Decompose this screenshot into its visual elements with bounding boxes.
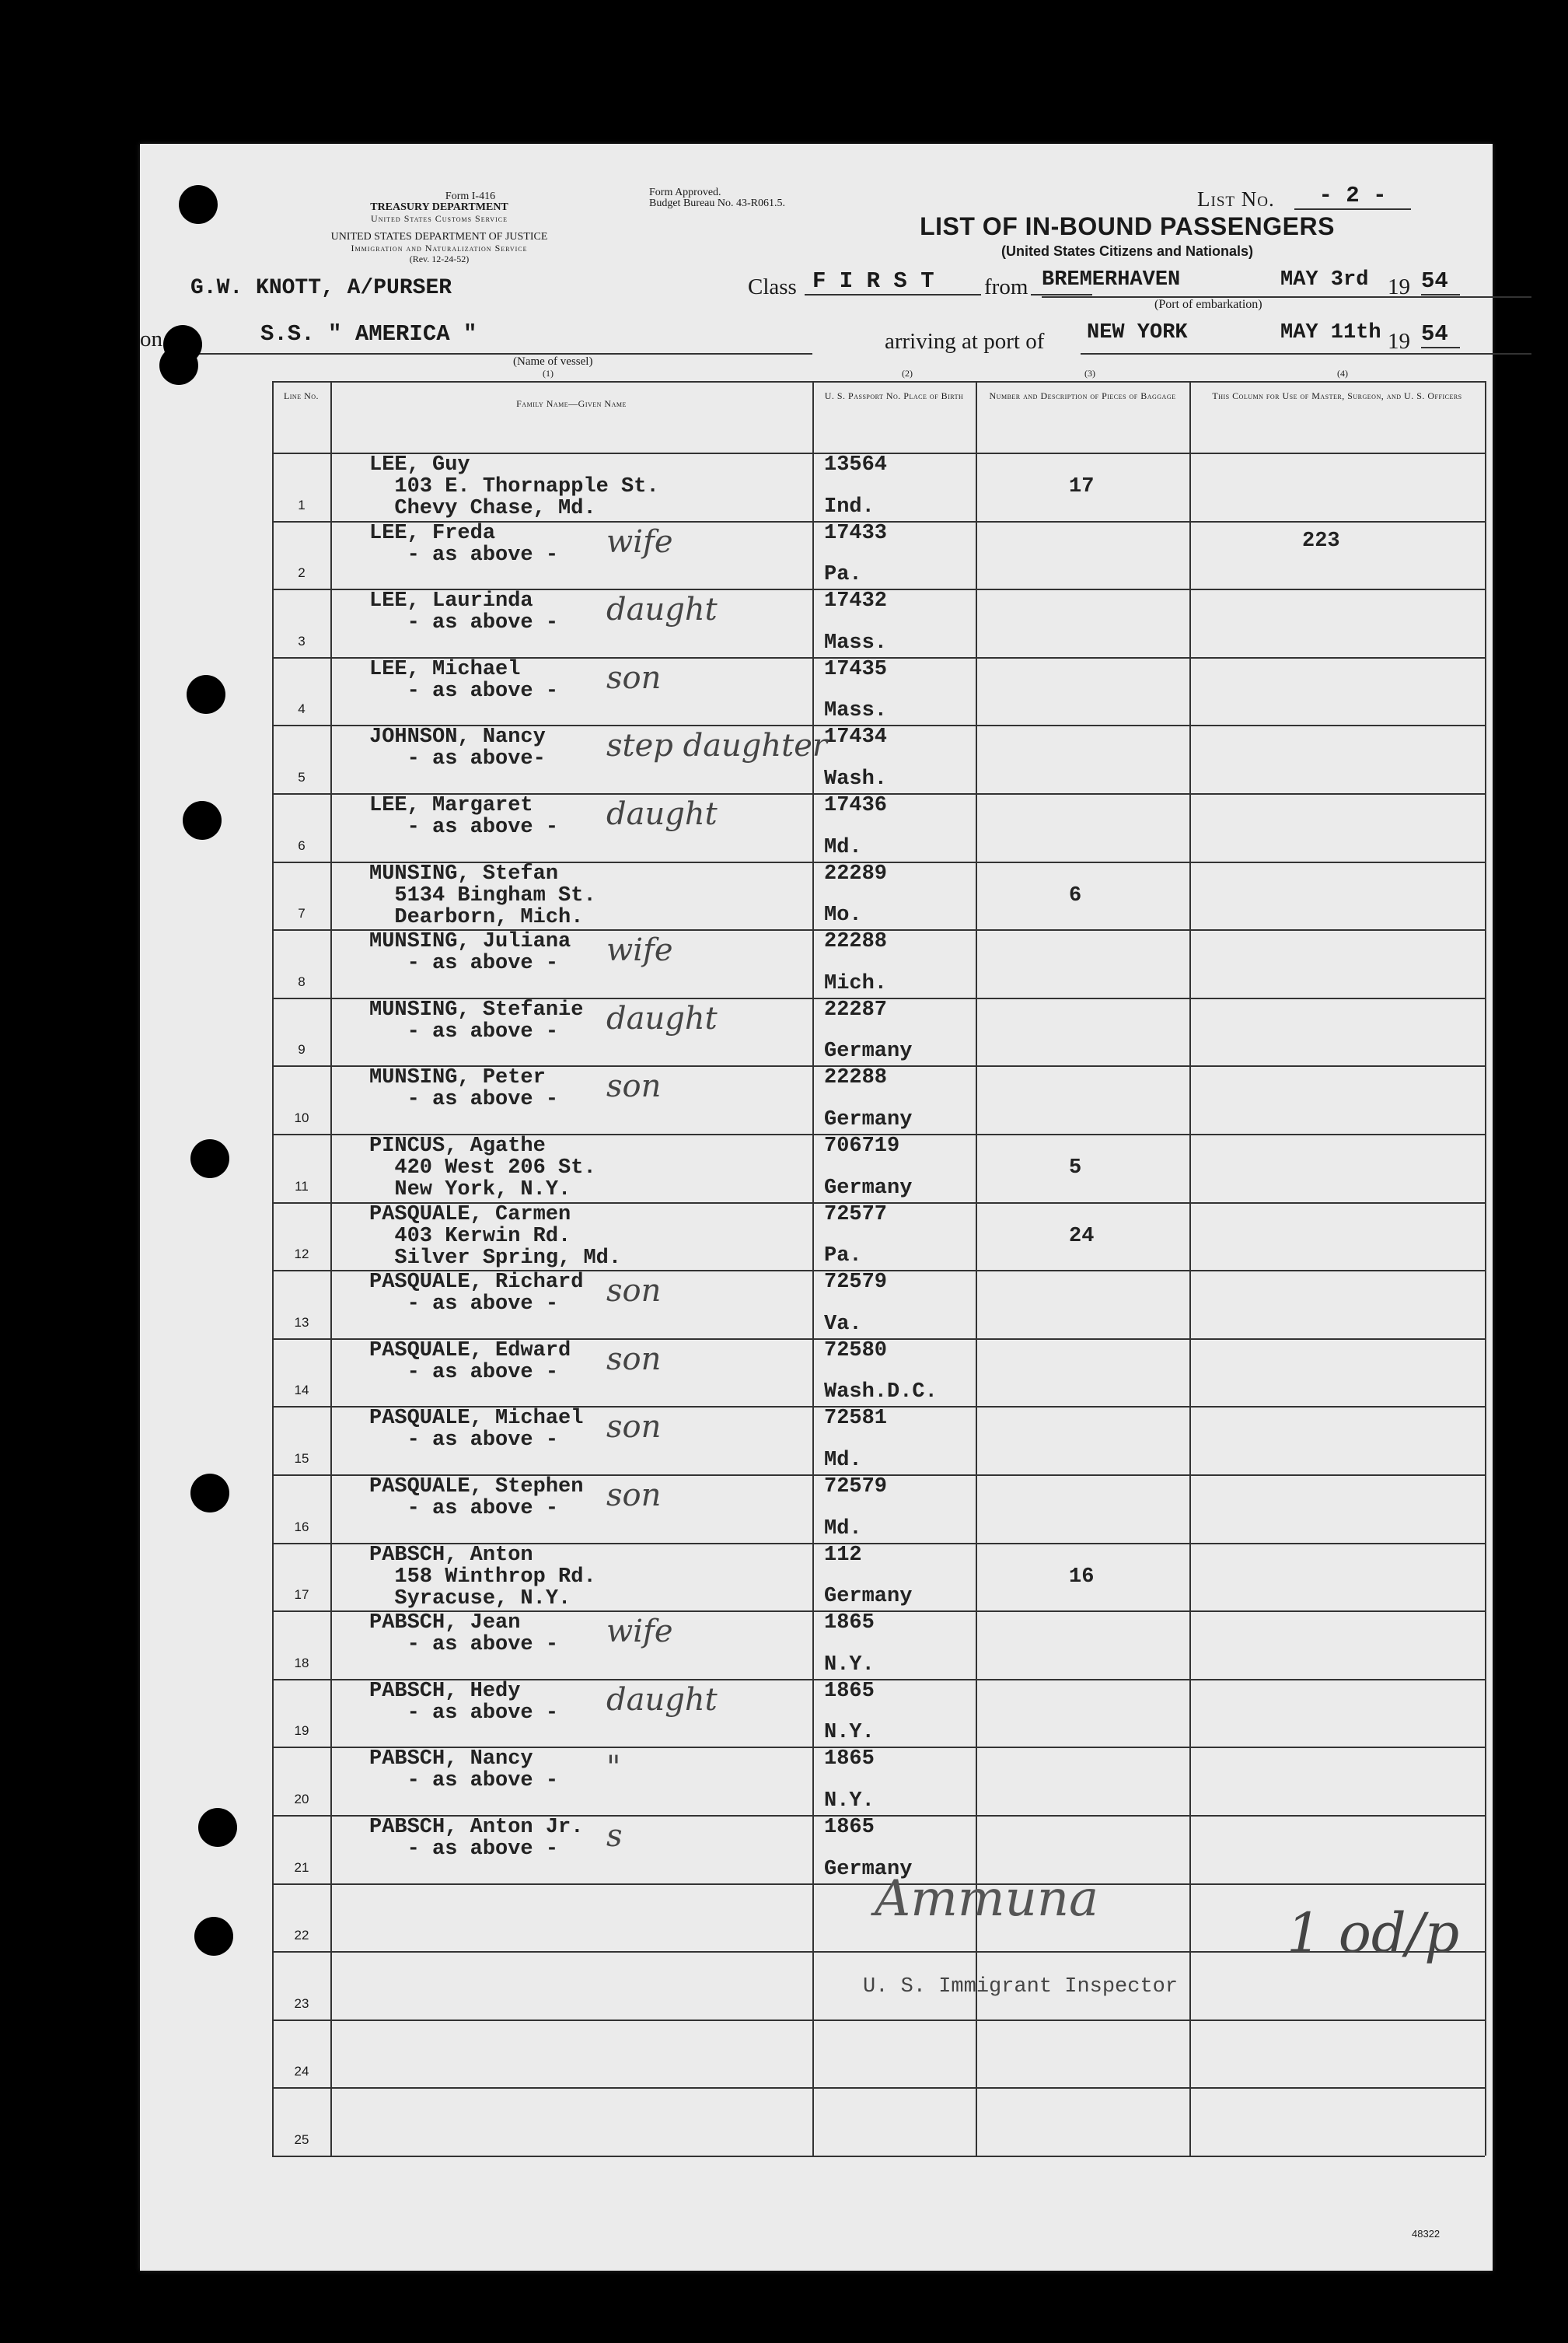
table-row-divider [272, 2020, 1485, 2021]
line-number: 21 [294, 1859, 309, 1875]
place-of-birth: Wash. [824, 768, 888, 791]
col4-number: (4) [1337, 368, 1348, 379]
relationship-annotation: son [606, 1068, 662, 1105]
passport-number: 706719 [824, 1135, 900, 1158]
place-of-birth: Pa. [824, 563, 862, 587]
line-number: 12 [294, 1247, 309, 1262]
line-number: 9 [298, 1042, 306, 1058]
passenger-name: PASQUALE, Michael - as above - [369, 1407, 584, 1453]
place-of-birth: Germany [824, 1040, 913, 1064]
punch-hole [187, 675, 225, 714]
passport-number: 72581 [824, 1407, 888, 1431]
officer-note: 223 [1302, 529, 1340, 553]
line-number: 1 [298, 497, 306, 512]
header-officers: This Column for Use of Master, Surgeon, and U. S. Officers [1212, 390, 1462, 401]
place-of-birth: N.Y. [824, 1721, 875, 1745]
place-of-birth: Germany [824, 1585, 913, 1609]
relationship-annotation: daught [606, 1000, 718, 1037]
line-number: 15 [294, 1451, 309, 1466]
passenger-name: PASQUALE, Richard - as above - [369, 1271, 584, 1317]
port-embarkation-caption: (Port of embarkation) [1154, 298, 1262, 311]
inspector-signature: Ammuna [875, 1870, 1099, 1928]
year-2: 54 [1421, 321, 1460, 348]
on-label: on [140, 327, 162, 351]
page-title: LIST OF IN-BOUND PASSENGERS [920, 212, 1335, 240]
passenger-name: PABSCH, Anton Jr. - as above - [369, 1816, 584, 1861]
relationship-annotation: step daughter [606, 728, 828, 764]
column-divider [812, 381, 814, 2156]
line-number: 7 [298, 906, 306, 921]
line-number: 14 [294, 1383, 309, 1398]
line-number: 5 [298, 770, 306, 785]
passport-number: 17434 [824, 726, 888, 750]
page-subtitle: (United States Citizens and Nationals) [1001, 243, 1254, 259]
passport-number: 22288 [824, 1066, 888, 1090]
passport-number: 72579 [824, 1475, 888, 1498]
passenger-name: MUNSING, Juliana - as above - [369, 930, 571, 976]
from-label: from [981, 275, 1031, 300]
punch-hole [198, 1808, 237, 1847]
line-number: 18 [294, 1655, 309, 1670]
class-label: Class [748, 275, 797, 299]
col3-number: (3) [1084, 368, 1095, 379]
line-number: 25 [294, 2132, 309, 2147]
column-divider [1485, 381, 1486, 2156]
passenger-name: LEE, Michael - as above - [369, 657, 559, 703]
passport-number: 72579 [824, 1271, 888, 1295]
line-number: 13 [294, 1314, 309, 1330]
passport-number: 1865 [824, 1816, 875, 1839]
passport-number: 72580 [824, 1338, 888, 1362]
passenger-name: PINCUS, Agathe 420 West 206 St. New York, N.Y. [369, 1135, 596, 1201]
place-of-birth: Mass. [824, 631, 888, 655]
passport-number: 17433 [824, 521, 888, 545]
table-row-divider [272, 2087, 1485, 2089]
inspector-label: U. S. Immigrant Inspector [863, 1975, 1179, 1999]
place-of-birth: Md. [824, 1449, 862, 1472]
place-of-birth: N.Y. [824, 1789, 875, 1813]
baggage-count: 16 [1069, 1565, 1095, 1589]
form-code: 48322 [1412, 2228, 1441, 2240]
year-prefix-1: 19 [1388, 275, 1410, 299]
class-value: F I R S T [805, 268, 1092, 295]
place-of-birth: Germany [824, 1176, 913, 1200]
relationship-annotation: daught [606, 592, 718, 628]
place-of-birth: Germany [824, 1108, 913, 1131]
place-of-birth: Germany [824, 1857, 913, 1881]
passenger-name: PABSCH, Anton 158 Winthrop Rd. Syracuse, N.Y. [369, 1543, 596, 1610]
vessel-name: S.S. " AMERICA " [260, 321, 477, 347]
punch-hole [194, 1917, 233, 1956]
baggage-count: 17 [1069, 475, 1095, 498]
header-line-no: Line No. [283, 390, 320, 401]
passport-number: 22287 [824, 998, 888, 1022]
budget-bureau: Budget Bureau No. 43-R061.5. [649, 198, 785, 209]
passport-number: 1865 [824, 1747, 875, 1771]
passport-number: 72577 [824, 1202, 888, 1226]
header-family-name: Family Name—Given Name [516, 398, 627, 409]
place-of-birth: Md. [824, 835, 862, 859]
passport-number: 17432 [824, 589, 888, 614]
passenger-manifest-page [140, 144, 1493, 2271]
passport-number: 22289 [824, 862, 888, 886]
table-row-divider [272, 2156, 1485, 2157]
line-number: 10 [294, 1110, 309, 1125]
punch-hole [190, 1139, 229, 1178]
line-number: 22 [294, 1928, 309, 1943]
line-number: 19 [294, 1723, 309, 1739]
place-of-birth: Mich. [824, 971, 888, 995]
relationship-annotation: wife [606, 523, 673, 560]
purser-name: G.W. KNOTT, A/PURSER [190, 276, 452, 300]
relationship-annotation: son [606, 1409, 662, 1446]
baggage-count: 24 [1069, 1224, 1095, 1248]
passenger-name: JOHNSON, Nancy - as above- [369, 726, 546, 771]
list-no-label: List No. [1197, 187, 1275, 211]
punch-hole [190, 1474, 229, 1512]
relationship-annotation: son [606, 1273, 662, 1310]
departure-date: MAY 3rd [1280, 268, 1369, 292]
year-1: 54 [1421, 268, 1460, 295]
form-approved: Form Approved. [649, 187, 721, 198]
line-number: 6 [298, 838, 306, 853]
line-number: 20 [294, 1792, 309, 1806]
passenger-name: PASQUALE, Stephen - as above - [369, 1475, 584, 1520]
header-passport: U. S. Passport No. Place of Birth [824, 390, 964, 401]
column-divider [330, 381, 332, 2156]
passenger-name: PASQUALE, Carmen 403 Kerwin Rd. Silver Spring, Md. [369, 1202, 622, 1270]
vessel-caption: (Name of vessel) [513, 355, 593, 368]
place-of-birth: Va. [824, 1312, 862, 1336]
margin-note: 1 od/p [1287, 1901, 1460, 1965]
passenger-name: PABSCH, Jean - as above - [369, 1611, 559, 1657]
passenger-name: LEE, Margaret - as above - [369, 794, 559, 839]
line-number: 16 [294, 1519, 309, 1534]
passport-number: 22288 [824, 930, 888, 954]
header-baggage: Number and Description of Pieces of Baggage [989, 390, 1176, 401]
relationship-annotation: wife [606, 932, 673, 969]
passport-number: 13564 [824, 453, 888, 477]
customs-service: United States Customs Service [371, 213, 508, 224]
place-of-birth: Mass. [824, 699, 888, 723]
relationship-annotation: son [606, 1341, 662, 1377]
relationship-annotation: daught [606, 796, 718, 832]
punch-hole [183, 801, 222, 840]
baggage-count: 6 [1069, 883, 1082, 907]
revision-date: (Rev. 12-24-52) [409, 254, 470, 264]
passenger-name: LEE, Freda - as above - [369, 521, 559, 567]
line-number: 3 [298, 633, 306, 649]
col2-number: (2) [902, 368, 913, 379]
line-number: 2 [298, 565, 306, 581]
arrival-port: NEW YORK [1087, 321, 1188, 344]
passenger-name: PASQUALE, Edward - as above - [369, 1338, 571, 1384]
line-number: 23 [294, 1995, 309, 2011]
relationship-annotation: s [606, 1818, 623, 1854]
passenger-name: LEE, Guy 103 E. Thornapple St. Chevy Chase, Md. [369, 453, 659, 520]
place-of-birth: Pa. [824, 1244, 862, 1268]
passport-number: 112 [824, 1543, 862, 1567]
place-of-birth: N.Y. [824, 1652, 875, 1677]
line-number: 24 [294, 2064, 309, 2079]
arrival-date: MAY 11th [1280, 321, 1381, 344]
place-of-birth: Mo. [824, 904, 862, 928]
relationship-annotation: daught [606, 1681, 718, 1718]
passport-number: 1865 [824, 1679, 875, 1703]
passport-number: 1865 [824, 1611, 875, 1635]
punch-hole [159, 346, 198, 385]
punch-hole [179, 185, 218, 224]
justice-dept: UNITED STATES DEPARTMENT OF JUSTICE [330, 231, 548, 243]
baggage-count: 5 [1069, 1156, 1082, 1180]
relationship-annotation: " [606, 1750, 621, 1786]
column-divider [1189, 381, 1191, 2156]
form-number: Form I-416 [445, 191, 496, 202]
list-number: - 2 - [1294, 183, 1411, 210]
relationship-annotation: son [606, 659, 662, 696]
port-of-embarkation: BREMERHAVEN [1042, 268, 1181, 292]
passport-number: 17436 [824, 794, 888, 817]
line-number: 4 [298, 701, 306, 717]
line-number: 17 [294, 1587, 309, 1603]
col1-number: (1) [543, 368, 554, 379]
place-of-birth: Wash.D.C. [824, 1380, 938, 1404]
relationship-annotation: wife [606, 1614, 673, 1650]
passenger-name: MUNSING, Peter - as above - [369, 1066, 559, 1112]
passenger-name: LEE, Laurinda - as above - [369, 589, 559, 635]
passenger-name: MUNSING, Stefan 5134 Bingham St. Dearborn, Mich. [369, 862, 596, 929]
passenger-name: PABSCH, Hedy - as above - [369, 1679, 559, 1725]
year-prefix-2: 19 [1388, 329, 1410, 354]
place-of-birth: Ind. [824, 495, 875, 519]
passenger-name: MUNSING, Stefanie - as above - [369, 998, 584, 1044]
relationship-annotation: son [606, 1477, 662, 1513]
line-number: 11 [295, 1178, 309, 1194]
treasury-dept: TREASURY DEPARTMENT [370, 201, 508, 213]
column-divider [272, 381, 274, 2156]
ins-service: Immigration and Naturalization Service [351, 243, 528, 254]
table-top-border [272, 381, 1485, 383]
passenger-name: PABSCH, Nancy - as above - [369, 1747, 559, 1793]
place-of-birth: Md. [824, 1516, 862, 1540]
passport-number: 17435 [824, 657, 888, 681]
line-number: 8 [298, 974, 306, 989]
arriving-label: arriving at port of [885, 329, 1045, 354]
